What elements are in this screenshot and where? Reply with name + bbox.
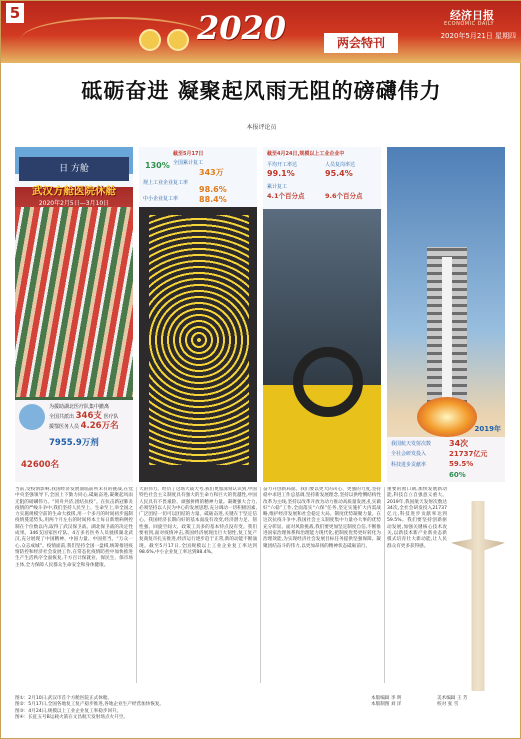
spring-v1: 343万 <box>199 168 224 177</box>
space-k2: 全社会研发投入 <box>391 451 427 457</box>
stat1-label: 全国共派出 <box>49 414 75 420</box>
paper-name: 经济日报 <box>450 9 494 22</box>
medical-team-crowd <box>15 207 133 397</box>
caption-line: 图①：2月10日,武汉市首个方舱医院正式休舱。 <box>15 696 113 701</box>
industry-k1: 平均开工率达 <box>267 162 298 168</box>
space-v1: 34次 <box>449 439 469 448</box>
stat1-unit: 医疗队 <box>103 414 119 420</box>
info-title: 为援助湖北医疗队集中撤离 <box>49 404 110 410</box>
credit-item: 本版编辑 李 明 <box>371 696 402 701</box>
credit-item: 本版制图 刘 洋 <box>371 702 402 708</box>
industry-v1: 99.1% <box>267 169 295 178</box>
photo-wuhan-fangcang <box>15 147 133 482</box>
black-coil-pipe <box>293 347 363 417</box>
space-v4: 60% <box>449 471 466 479</box>
spring-k2: 规上工业企业复工率 <box>143 180 189 186</box>
column-divider <box>260 487 261 683</box>
industry-v4: 9.6个百分点 <box>325 192 363 200</box>
article-column-1: 当前,受疫情影响,我国经济发展面临前所未有的挑战,在党中央坚强领导下,全国上下勠力同心,砥砺奋进,凝聚起风雨无阻的磅礴伟力。“同舟共济,团结抗疫”。在抗击新冠肺炎疫情的严峻斗争中,我们坚持人民至上、生命至上,举全国之力实施规模空前的生命大救援,用一个多月的时间初步遏制疫情蔓延势头,用两个月左右的时间将本土每日新增病例控制在个位数以内,取得了武汉保卫战、湖北保卫战的决定性成果。346支国家医疗队、4万多名医务人员驰援湖北武汉,充分展现了中国精神、中国力量、中国担当。“万众一心,众志成城”。疫情面前,我们坚持全国一盘棋,统筹推进疫情防控和经济社会发展工作,在常态化疫情防控中加快推进生产生活秩序全面恢复,千方百计保就业、保民生、保市场主体,全力保障人民群众生命安全和身体健康。 <box>15 487 133 568</box>
spring-v2: 98.6% <box>199 185 227 194</box>
industry-k3: 累计复工 <box>267 184 288 190</box>
page-header <box>1 1 521 63</box>
launch-flame <box>417 397 477 437</box>
article-byline: 本报评论员 <box>246 124 277 131</box>
caption-line: 图②：5月17日,全国各地复工复产稳步推进,各地企业生产经营加快恢复。 <box>15 702 165 708</box>
photo-rocket-launch <box>387 147 505 482</box>
column-divider <box>136 487 137 683</box>
space-v2: 21737亿元 <box>449 450 488 458</box>
photo-spring-revival <box>139 147 257 482</box>
stat2-label: 援鄂医务人员 <box>49 424 80 430</box>
stat2-value: 4.26万名 <box>80 421 119 431</box>
credit-item: 校对 张 雪 <box>437 702 459 708</box>
spring-k1: 全国累计复工 <box>173 160 204 166</box>
paper-name-en: ECONOMIC DAILY <box>444 21 494 27</box>
article-title: 砥砺奋进 凝聚起风雨无阻的磅礴伟力 <box>81 79 442 103</box>
yellow-flower-field <box>149 215 249 465</box>
article-column-3: 奋力开创新局面。我们要以更大的决心、更强的力度,坚持稳中求进工作总基调,坚持新发展理念,坚持以供给侧结构性改革为主线,坚持以改革开放为动力推动高质量发展,扎实做好“六稳”工作,全面落实“六保”任务,坚定实施扩大内需战略,维护经济发展和社会稳定大局。制度优势凝聚力量。在这次抗疫斗争中,我国社会主义制度集中力量办大事的优势充分彰显。面对风险挑战,我们要更加坚定制度自信,不断推进国家治理体系和治理能力现代化,把制度优势更好转化为治理效能,为实现经济社会发展目标任务提供坚强保障。凝聚团结奋斗的伟力,以更加昂扬的精神状态砥砺前行。 <box>263 487 381 549</box>
cppcc-emblem-icon <box>167 29 189 51</box>
hospital-icon <box>19 404 45 430</box>
section-tag: 两会特刊 <box>324 33 398 53</box>
rocket-icon <box>442 257 452 407</box>
wuhan-headline: 武汉方舱医院休舱 <box>32 185 116 197</box>
industry-v3: 4.1个百分点 <box>267 192 305 200</box>
industry-info-title: 截至4月24日,规模以上工业企业中 <box>267 151 345 157</box>
industry-infographic <box>263 147 381 209</box>
space-v3: 59.5% <box>449 460 474 468</box>
space-k3: 科技进步贡献率 <box>391 462 427 468</box>
column-divider <box>384 487 385 683</box>
page-number: 5 <box>6 3 24 23</box>
issue-date: 2020年5月21日 星期四 <box>440 32 516 40</box>
spring-k3: 中小企业复工率 <box>143 196 179 202</box>
caption-line: 图④：长征五号B运载火箭在文昌航天发射场点火升空。 <box>15 714 128 720</box>
caption-line: 图③：4月24日,规模以上工业企业复工率稳步回升。 <box>15 708 122 714</box>
wuhan-date-range: 2020年2月5日—3月10日 <box>38 200 110 207</box>
photo-captions <box>15 696 345 721</box>
national-emblem-icon <box>139 29 161 51</box>
huabiao-pillar-icon <box>451 501 505 691</box>
spring-v4: 130% <box>145 161 170 170</box>
article-column-2: 大的伟力。经历了这场大战大考,我们更加深刻认识到,中国特色社会主义制度具有强大的生命力和巨大的优越性,中国人民具有不畏艰险、顽强拼搏的精神力量。凝聚强大合力,必须坚持以人民为中心的发展思想,充分调动一切积极因素,广泛团结一切可以团结的力量。砥砺奋进,关键在于坚定信心。我国经济长期向好的基本面没有改变,经济潜力足、韧性强、回旋空间大、政策工具多的基本特点没有变。我们要看到,面对疫情冲击,我国经济展现出巨大韧性,复工复产复商复市扎实推进,经济运行逐步趋于正常,新的动能不断涌现。截至5月17日,全国规模以上工业企业复工率达到98.6%,中小企业复工率达到88.4%。 <box>139 487 257 555</box>
stat4-value: 42600名 <box>21 460 60 470</box>
fangcang-signboard: 日 方舱 <box>19 157 129 181</box>
space-infographic <box>387 437 505 482</box>
photo-industry <box>263 147 381 482</box>
industry-v2: 95.4% <box>325 169 353 178</box>
spring-infographic <box>139 147 257 207</box>
stat3-value: 7955.9万剂 <box>49 438 99 448</box>
spring-info-title: 截至5月17日 <box>173 151 204 157</box>
wuhan-infographic <box>15 400 133 482</box>
year-banner: 2020 <box>197 9 287 47</box>
industry-k2: 人员复岗率达 <box>325 162 356 168</box>
editor-credits <box>371 696 507 709</box>
space-year: 2019年 <box>474 425 501 433</box>
space-k1: 我国航天发射次数 <box>391 441 432 447</box>
credit-item: 美术编辑 王 芳 <box>437 696 468 701</box>
spring-v3: 88.4% <box>199 195 227 204</box>
stat1-value: 346支 <box>75 411 102 421</box>
article-column-4: 重要的窗口期,加快发展新动能,科技自立自强意义重大。2019年,我国航天发射次数达34次,全社会研发投入21737亿元,科技进步贡献率达到59.5%。我们要坚持创新驱动发展,加强关键核心技术攻关,以新技术新产业新业态新模式培育壮大新动能,让人民群众有更多获得感。 <box>387 487 447 549</box>
